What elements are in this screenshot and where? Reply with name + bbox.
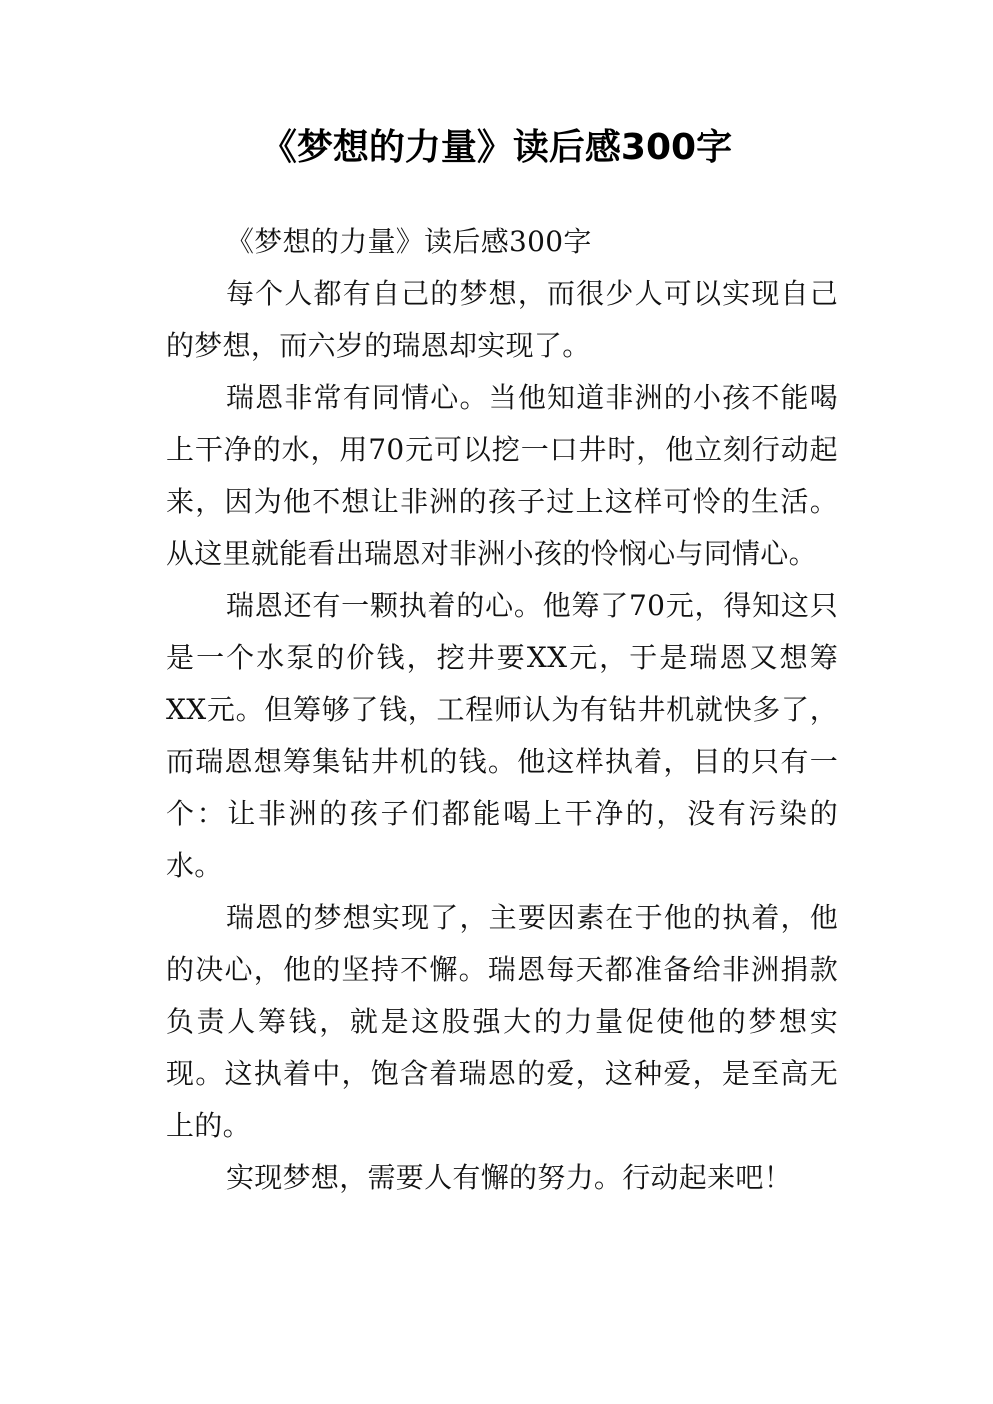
document-body [166,216,838,1204]
paragraph-compassion: 瑞恩非常有同情心。当他知道非洲的小孩不能喝上干净的水，用70元可以挖一口井时，他立刻行动起来，因为他不想让非洲的孩子过上这样可怜的生活。从这里就能看出瑞恩对非洲小孩的怜悯心与同情心。 [166,381,838,570]
paragraph-dream-realized: 瑞恩的梦想实现了，主要因素在于他的执着，他的决心，他的坚持不懈。瑞恩每天都准备给非洲捐款负责人筹钱，就是这股强大的力量促使他的梦想实现。这执着中，饱含着瑞恩的爱，这种爱，是至高无上的。 [166,901,838,1142]
paragraph-intro: 每个人都有自己的梦想，而很少人可以实现自己的梦想，而六岁的瑞恩却实现了。 [166,277,838,362]
paragraph-persistence: 瑞恩还有一颗执着的心。他筹了70元，得知这只是一个水泵的价钱，挖井要XX元，于是瑞恩又想筹XX元。但筹够了钱，工程师认为有钻井机就快多了，而瑞恩想筹集钻井机的钱。他这样执着，目的只有一个：让非洲的孩子们都能喝上干净的，没有污染的水。 [166,589,838,882]
paragraph-subtitle: 《梦想的力量》读后感300字 [226,225,592,258]
document-title: 《梦想的力量》读后感300字 [260,127,733,168]
paragraph-conclusion: 实现梦想，需要人有懈的努力。行动起来吧！ [226,1161,793,1194]
